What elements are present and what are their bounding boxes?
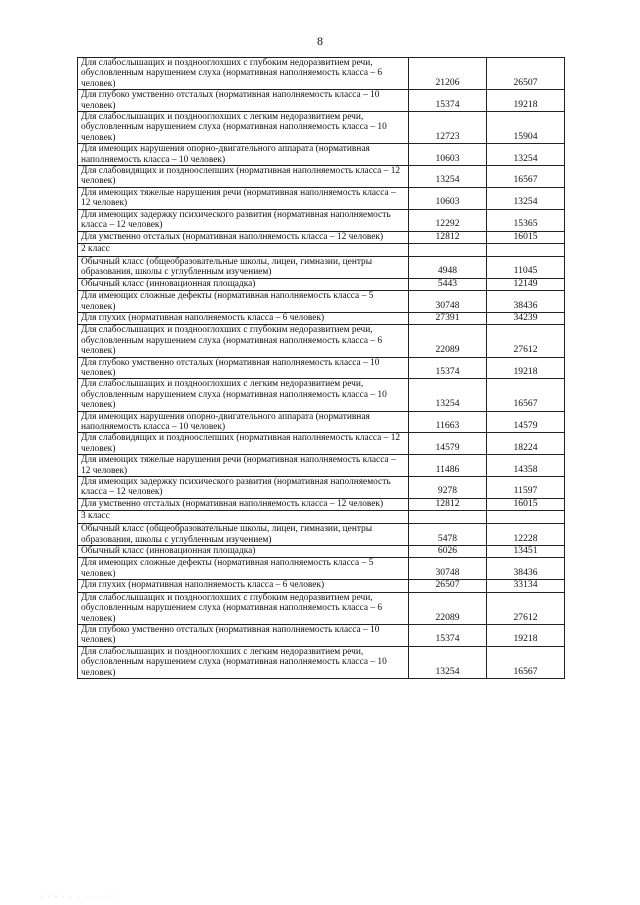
row-description: Для имеющих нарушения опорно-двигательного аппарата (нормативная наполняемость класса – 10 человек)	[78, 411, 409, 433]
row-description: Для слабослышащих и позднооглохших с глубоким недоразвитием речи, обусловленным нарушением слуха (нормативная наполняемость класса – 6 человек)	[78, 325, 409, 357]
value-column-2: 38436	[487, 291, 565, 313]
value-column-2: 13254	[487, 187, 565, 209]
value-column-2: 12149	[487, 278, 565, 290]
value-column-1: 15374	[409, 90, 487, 112]
value-column-1: 13254	[409, 166, 487, 188]
table-row	[78, 524, 565, 546]
value-column-2: 13451	[487, 546, 565, 558]
row-description: Для имеющих тяжелые нарушения речи (нормативная наполняемость класса – 12 человек)	[78, 187, 409, 209]
row-description: Для глубоко умственно отсталых (нормативная наполняемость класса – 10 человек)	[78, 90, 409, 112]
value-column-1: 5443	[409, 278, 487, 290]
value-column-1: 15374	[409, 357, 487, 379]
table-row	[78, 256, 565, 278]
row-description: Обычный класс (инновационная площадка)	[78, 278, 409, 290]
table-row	[78, 90, 565, 112]
row-description: Для имеющих тяжелые нарушения речи (нормативная наполняемость класса – 12 человек)	[78, 455, 409, 477]
row-description: Обычный класс (общеобразовательные школы, лицеи, гимназии, центры образования, школы с углубленным изучением)	[78, 524, 409, 546]
value-column-1: 12723	[409, 112, 487, 144]
table-row	[78, 58, 565, 90]
value-column-1: 9278	[409, 477, 487, 499]
value-column-2: 16015	[487, 231, 565, 243]
value-column-1: 12292	[409, 209, 487, 231]
row-description: Для слабослышащих и позднооглохших с глубоким недоразвитием речи, обусловленным нарушением слуха (нормативная наполняемость класса – 6 человек)	[78, 58, 409, 90]
value-column-2: 13254	[487, 144, 565, 166]
value-column-1: 10603	[409, 187, 487, 209]
table-row	[78, 278, 565, 290]
table-row	[78, 166, 565, 188]
row-description: Для слабослышащих и позднооглохших с глубоким недоразвитием речи, обусловленным нарушением слуха (нормативная наполняемость класса – 6 человек)	[78, 592, 409, 624]
row-description: Для глухих (нормативная наполняемость класса – 6 человек)	[78, 312, 409, 324]
row-description: Для имеющих задержку психического развития (нормативная наполняемость класса – 12 человек)	[78, 477, 409, 499]
table-row	[78, 646, 565, 678]
value-column-1: 5478	[409, 524, 487, 546]
value-column-1: 6026	[409, 546, 487, 558]
table-row	[78, 580, 565, 592]
table-row	[78, 624, 565, 646]
value-column-1: 13254	[409, 646, 487, 678]
value-column-1	[409, 511, 487, 524]
row-description: 3 класс	[78, 511, 409, 524]
table-row	[78, 546, 565, 558]
row-description: Обычный класс (общеобразовательные школы, лицеи, гимназии, центры образования, школы с углубленным изучением)	[78, 256, 409, 278]
table-row	[78, 592, 565, 624]
value-column-2	[487, 243, 565, 256]
value-column-2: 33134	[487, 580, 565, 592]
row-description: Для имеющих задержку психического развития (нормативная наполняемость класса – 12 человек)	[78, 209, 409, 231]
value-column-2: 27612	[487, 325, 565, 357]
value-column-1: 12812	[409, 231, 487, 243]
table-row	[78, 112, 565, 144]
section-header-row	[78, 243, 565, 256]
value-column-2: 38436	[487, 558, 565, 580]
value-column-1: 11486	[409, 455, 487, 477]
section-header-row	[78, 511, 565, 524]
table-row	[78, 558, 565, 580]
page-number: 8	[317, 34, 323, 48]
row-description: Для слабослышащих и позднооглохших с легким недоразвитием речи, обусловленным нарушением слуха (нормативная наполняемость класса – 10 человек)	[78, 379, 409, 411]
row-description: Для слабовидящих и поздноослепших (нормативная наполняемость класса – 12 человек)	[78, 433, 409, 455]
value-column-2: 15365	[487, 209, 565, 231]
value-column-2: 16567	[487, 379, 565, 411]
value-column-1: 15374	[409, 624, 487, 646]
table-row	[78, 144, 565, 166]
value-column-2: 14358	[487, 455, 565, 477]
table-row	[78, 455, 565, 477]
cost-table	[77, 57, 565, 679]
table-row	[78, 312, 565, 324]
value-column-1	[409, 243, 487, 256]
table-row	[78, 209, 565, 231]
row-description: Для имеющих сложные дефекты (нормативная наполняемость класса – 5 человек)	[78, 291, 409, 313]
value-column-2: 26507	[487, 58, 565, 90]
row-description: Для глубоко умственно отсталых (нормативная наполняемость класса – 10 человек)	[78, 624, 409, 646]
table-row	[78, 325, 565, 357]
value-column-2	[487, 511, 565, 524]
value-column-1: 30748	[409, 558, 487, 580]
row-description: Для имеющих нарушения опорно-двигательного аппарата (нормативная наполняемость класса – 10 человек)	[78, 144, 409, 166]
table-row	[78, 187, 565, 209]
value-column-1: 14579	[409, 433, 487, 455]
row-description: Для глубоко умственно отсталых (нормативная наполняемость класса – 10 человек)	[78, 357, 409, 379]
value-column-1: 10603	[409, 144, 487, 166]
value-column-2: 11045	[487, 256, 565, 278]
value-column-1: 12812	[409, 498, 487, 510]
value-column-1: 22089	[409, 592, 487, 624]
value-column-2: 15904	[487, 112, 565, 144]
row-description: Для умственно отсталых (нормативная наполняемость класса – 12 человек)	[78, 231, 409, 243]
row-description: Для имеющих сложные дефекты (нормативная наполняемость класса – 5 человек)	[78, 558, 409, 580]
value-column-1: 4948	[409, 256, 487, 278]
value-column-1: 11663	[409, 411, 487, 433]
table-row	[78, 433, 565, 455]
value-column-2: 19218	[487, 624, 565, 646]
value-column-2: 14579	[487, 411, 565, 433]
value-column-1: 27391	[409, 312, 487, 324]
value-column-2: 16567	[487, 166, 565, 188]
row-description: Для слабослышащих и позднооглохших с легким недоразвитием речи, обусловленным нарушением слуха (нормативная наполняемость класса – 10 человек)	[78, 112, 409, 144]
scan-artifact: · · · · · · · · · · ·	[40, 894, 119, 900]
value-column-2: 18224	[487, 433, 565, 455]
value-column-2: 16015	[487, 498, 565, 510]
value-column-2: 12228	[487, 524, 565, 546]
row-description: Обычный класс (инновационная площадка)	[78, 546, 409, 558]
table-body	[78, 58, 565, 679]
value-column-2: 19218	[487, 357, 565, 379]
value-column-2: 27612	[487, 592, 565, 624]
row-description: Для слабослышащих и позднооглохших с легким недоразвитием речи, обусловленным нарушением слуха (нормативная наполняемость класса – 10 человек)	[78, 646, 409, 678]
row-description: Для глухих (нормативная наполняемость класса – 6 человек)	[78, 580, 409, 592]
row-description: Для слабовидящих и поздноослепших (нормативная наполняемость класса – 12 человек)	[78, 166, 409, 188]
value-column-1: 21206	[409, 58, 487, 90]
value-column-2: 19218	[487, 90, 565, 112]
value-column-1: 30748	[409, 291, 487, 313]
table-row	[78, 357, 565, 379]
value-column-1: 26507	[409, 580, 487, 592]
value-column-2: 16567	[487, 646, 565, 678]
table-row	[78, 498, 565, 510]
row-description: 2 класс	[78, 243, 409, 256]
value-column-1: 13254	[409, 379, 487, 411]
value-column-1: 22089	[409, 325, 487, 357]
table-row	[78, 291, 565, 313]
value-column-2: 34239	[487, 312, 565, 324]
table-row	[78, 411, 565, 433]
table-row	[78, 379, 565, 411]
table-row	[78, 477, 565, 499]
row-description: Для умственно отсталых (нормативная наполняемость класса – 12 человек)	[78, 498, 409, 510]
value-column-2: 11597	[487, 477, 565, 499]
table-row	[78, 231, 565, 243]
